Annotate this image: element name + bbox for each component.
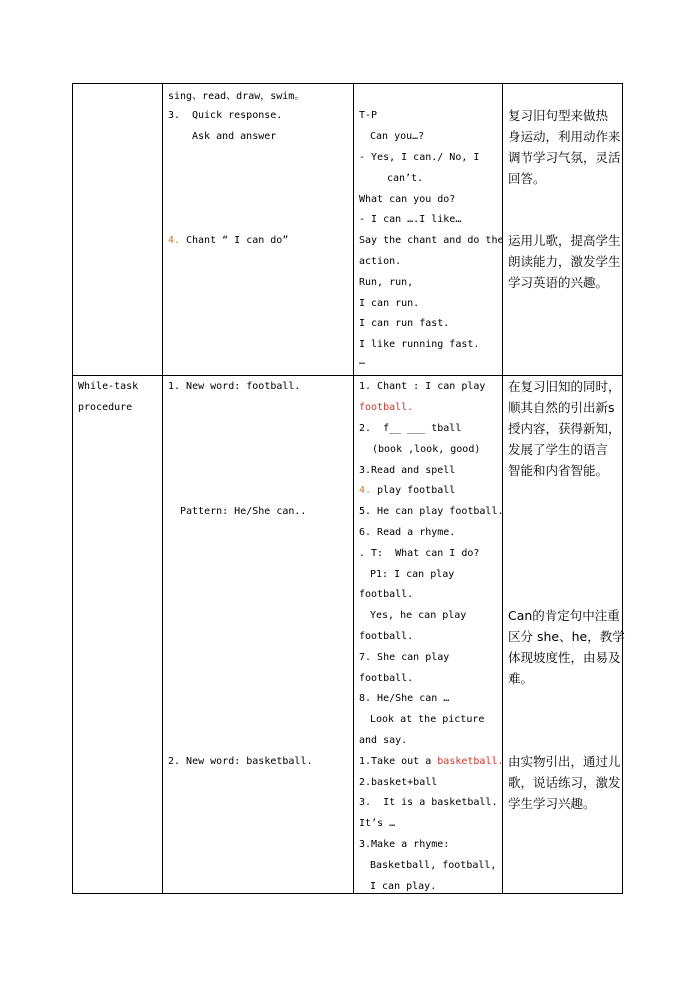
purpose-line: 体现坡度性，由易及 [508, 650, 621, 665]
activity-line: Look at the picture [370, 714, 485, 725]
purpose-line: 复习旧句型来做热 [508, 108, 609, 123]
purpose-line: 学习英语的兴趣。 [508, 275, 609, 290]
purpose-line: 歌，说话练习，激发 [508, 775, 621, 790]
activity-line: I can run fast. [359, 318, 450, 329]
stage-label: While-task [78, 381, 139, 392]
activity-line: can’t. [387, 173, 424, 184]
activity-line: I can play. [370, 881, 437, 892]
activity-line: - I can ….I like… [359, 214, 462, 225]
content-step-number: 3. [168, 110, 181, 121]
content-quick-response: Quick response. [192, 110, 283, 121]
activity-line: 7. She can play [359, 652, 450, 663]
content-pattern: Pattern: He/She can.. [180, 506, 307, 517]
activity-line: 6. Read a rhyme. [359, 527, 456, 538]
content-ask-answer: Ask and answer [192, 131, 277, 142]
activity-line: T-P [359, 110, 378, 121]
activity-text: 1.Take out a [359, 756, 438, 767]
activity-line: What can you do? [359, 194, 456, 205]
activity-line: 3.Make a rhyme: [359, 839, 450, 850]
activity-line: 3. It is a basketball. [359, 797, 498, 808]
purpose-line: Can的肯定句中注重 [508, 608, 620, 623]
activity-line: 2. f__ ___ tball [359, 423, 462, 434]
purpose-line: 授内容，获得新知， [508, 421, 621, 436]
activity-line: (book ,look, good) [372, 444, 481, 455]
activity-line: Say the chant and do the [359, 235, 504, 246]
purpose-line: 运用儿歌，提高学生 [508, 233, 621, 248]
activity-line: 2.basket+ball [359, 777, 438, 788]
activity-line: 1. Chant : I can play [359, 381, 486, 392]
activity-line: 8. He/She can … [359, 693, 450, 704]
activity-line: … [359, 356, 366, 367]
activity-line: . T: What can I do? [359, 548, 480, 559]
purpose-line: 由实物引出，通过儿 [508, 754, 621, 769]
activity-line [359, 756, 504, 768]
purpose-line: 发展了学生的语言 [508, 442, 609, 457]
purpose-line: 调节学习气氛，灵活 [508, 150, 621, 165]
activity-keyword: basketball. [437, 756, 504, 767]
purpose-line: 身运动，利用动作来 [508, 129, 621, 144]
activity-line: P1: I can play [370, 569, 455, 580]
purpose-line: 智能和内省智能。 [508, 463, 609, 478]
activity-line: I can run. [359, 298, 420, 309]
content-step-number: 4. [168, 235, 181, 246]
content-chant: Chant “ I can do” [186, 235, 289, 246]
activity-line: 3.Read and spell [359, 465, 456, 476]
activity-line: Basketball, football, [370, 860, 497, 871]
lesson-plan-table [72, 83, 623, 894]
activity-line: 5. He can play football. [359, 506, 504, 517]
purpose-line: 区分 she、he，教学 [508, 629, 625, 644]
purpose-line: 难。 [508, 671, 534, 686]
activity-line: play football [371, 485, 456, 496]
activity-line: Run, run, [359, 277, 414, 288]
purpose-line: 回答。 [508, 171, 546, 186]
activity-line: I like running fast. [359, 339, 480, 350]
content-new-word: 2. New word: basketball. [168, 756, 313, 767]
purpose-line: 朗读能力，激发学生 [508, 254, 621, 269]
column-divider [353, 84, 354, 893]
purpose-line: 顺其自然的引出新s [508, 400, 615, 415]
column-divider [502, 84, 503, 893]
activity-line: action. [359, 256, 402, 267]
stage-label: procedure [78, 402, 133, 413]
column-divider [162, 84, 163, 893]
activity-keyword: football. [359, 402, 414, 413]
purpose-line: 在复习旧知的同时， [508, 379, 621, 394]
activity-line: Yes, he can play [370, 610, 467, 621]
content-vocab-line: sing、read、draw，swim。 [168, 91, 305, 102]
purpose-line: 学生学习兴趣。 [508, 796, 596, 811]
activity-line: football. [359, 673, 414, 684]
activity-line: football. [359, 589, 414, 600]
activity-line: It’s … [359, 818, 396, 829]
activity-line: - Yes, I can./ No, I [359, 152, 480, 163]
activity-line: and say. [359, 735, 408, 746]
activity-line: football. [359, 631, 414, 642]
activity-step-number: 4. [359, 485, 372, 496]
activity-line: Can you…? [370, 131, 425, 142]
row-divider [73, 375, 622, 376]
content-new-word: 1. New word: football. [168, 381, 301, 392]
